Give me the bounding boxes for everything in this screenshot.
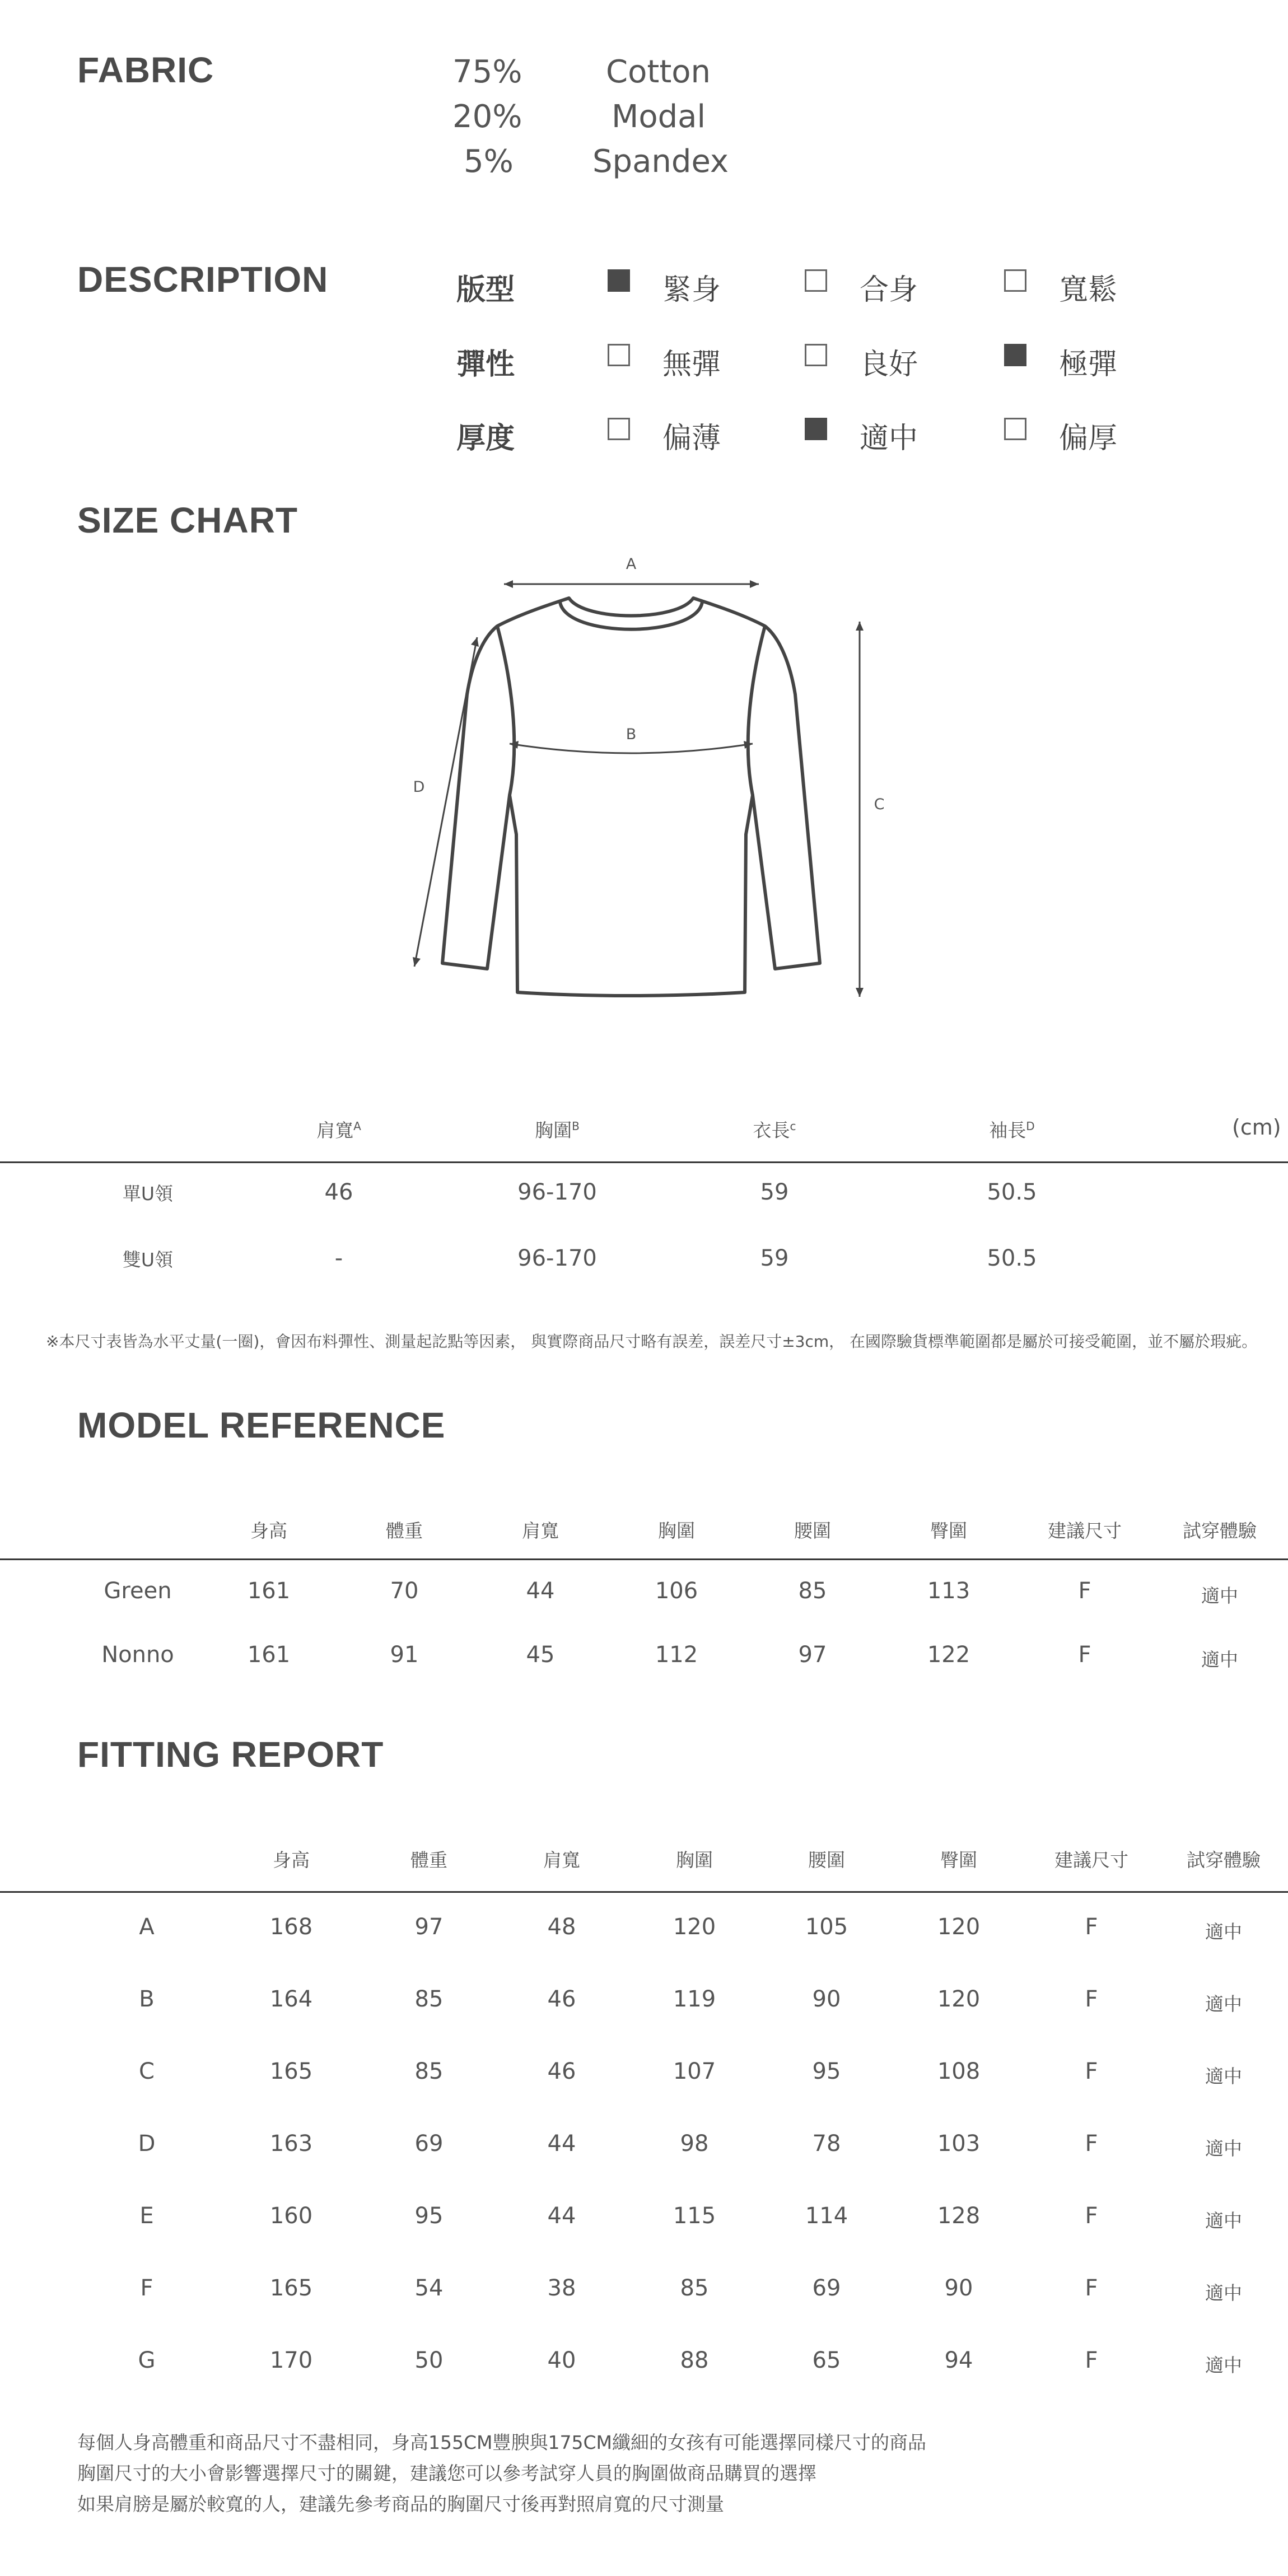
table-cell: 適中 (1205, 2210, 1242, 2232)
shirt-outline (442, 598, 820, 996)
table-cell: 108 (937, 2059, 981, 2084)
label-c: C (874, 796, 885, 813)
size-cell: 50.5 (987, 1179, 1037, 1205)
size-column-header (753, 1116, 796, 1142)
unchecked-box (608, 418, 630, 440)
table-cell: 119 (673, 1986, 716, 2012)
description-heading: DESCRIPTION (77, 259, 329, 300)
table-cell: 38 (547, 2275, 576, 2301)
table-cell: 54 (414, 2275, 444, 2301)
column-header: 建議尺寸 (1054, 1849, 1128, 1871)
table-cell: 120 (937, 1914, 981, 1940)
unchecked-box (1004, 418, 1026, 440)
size-cell: 96-170 (517, 1179, 597, 1205)
table-cell: F (1085, 2059, 1098, 2084)
column-header: 建議尺寸 (1048, 1520, 1122, 1542)
column-header: 腰圍 (794, 1520, 831, 1542)
table-cell: 78 (812, 2131, 841, 2157)
table-cell: 85 (414, 2059, 444, 2084)
fabric-pct-3: 5% (464, 143, 514, 180)
model-reference-heading: MODEL REFERENCE (77, 1405, 446, 1445)
table-rule (0, 1558, 1288, 1560)
unchecked-box (805, 269, 827, 292)
size-column-header (316, 1116, 361, 1142)
size-cell: 96-170 (517, 1245, 597, 1271)
column-header: 胸圍 (676, 1849, 713, 1871)
size-column-header (989, 1116, 1034, 1142)
column-header: 體重 (386, 1520, 423, 1542)
table-cell: F (1085, 1914, 1098, 1940)
description-label: 厚度 (456, 422, 515, 455)
label-a: A (626, 556, 637, 573)
table-cell: 85 (798, 1578, 827, 1604)
table-cell: 44 (547, 2203, 576, 2229)
table-cell: 122 (927, 1642, 970, 1668)
table-cell: 120 (673, 1914, 716, 1940)
column-header: 腰圍 (808, 1849, 845, 1871)
table-cell: 97 (414, 1914, 444, 1940)
label-b: B (626, 726, 637, 743)
table-cell: 160 (269, 2203, 313, 2229)
column-header: 試穿體驗 (1183, 1520, 1257, 1542)
unchecked-box (608, 344, 630, 366)
table-cell: F (1078, 1578, 1091, 1604)
table-cell: 165 (269, 2059, 313, 2084)
fabric-pct-2: 20% (452, 99, 522, 135)
table-cell: F (1085, 1986, 1098, 2012)
table-cell: 適中 (1205, 2354, 1242, 2376)
table-cell: 69 (414, 2131, 444, 2157)
table-cell: 115 (673, 2203, 716, 2229)
table-cell: 45 (526, 1642, 555, 1668)
table-cell: 163 (269, 2131, 313, 2157)
column-header: 體重 (410, 1849, 447, 1871)
description-option: 良好 (860, 348, 918, 381)
table-cell: 69 (812, 2275, 841, 2301)
table-cell: F (1085, 2348, 1098, 2373)
row-name: A (139, 1914, 155, 1940)
table-cell: 適中 (1205, 2138, 1242, 2159)
table-cell: 85 (680, 2275, 709, 2301)
size-column-header (535, 1116, 580, 1142)
description-option: 偏厚 (1059, 422, 1118, 455)
table-cell: 適中 (1205, 2282, 1242, 2304)
row-name: C (139, 2059, 155, 2084)
column-title: 衣長 (753, 1119, 790, 1141)
table-cell: 107 (673, 2059, 716, 2084)
table-cell: 105 (805, 1914, 848, 1940)
unit-label: (cm) (1232, 1115, 1281, 1140)
table-cell: 44 (547, 2131, 576, 2157)
table-cell: 120 (937, 1986, 981, 2012)
shirt-diagram (364, 543, 924, 1008)
table-rule (0, 1891, 1288, 1893)
row-name: G (138, 2348, 156, 2373)
table-cell: 161 (247, 1642, 291, 1668)
table-cell: F (1085, 2203, 1098, 2229)
table-cell: 165 (269, 2275, 313, 2301)
fabric-name-3: Spandex (592, 143, 729, 180)
column-letter: B (572, 1119, 580, 1133)
table-cell: 46 (547, 1986, 576, 2012)
table-cell: 128 (937, 2203, 981, 2229)
column-letter: D (1026, 1119, 1035, 1133)
table-cell: F (1078, 1642, 1091, 1668)
table-cell: 48 (547, 1914, 576, 1940)
table-cell: 適中 (1205, 2065, 1242, 2087)
description-option: 偏薄 (662, 422, 721, 455)
table-cell: 113 (927, 1578, 970, 1604)
description-option: 適中 (860, 422, 918, 455)
table-cell: 170 (269, 2348, 313, 2373)
size-cell: 50.5 (987, 1245, 1037, 1271)
table-cell: 114 (805, 2203, 848, 2229)
table-cell: 適中 (1201, 1649, 1238, 1670)
description-option: 極彈 (1059, 348, 1118, 381)
description-label: 版型 (456, 273, 515, 307)
unchecked-box (1004, 269, 1026, 292)
size-cell: 59 (760, 1179, 789, 1205)
column-header: 肩寬 (522, 1520, 559, 1542)
row-name: E (139, 2203, 154, 2229)
table-cell: 94 (944, 2348, 973, 2373)
table-cell: 40 (547, 2348, 576, 2373)
column-header: 臀圍 (940, 1849, 977, 1871)
description-option: 寬鬆 (1059, 273, 1118, 307)
footnote-line: 每個人身高體重和商品尺寸不盡相同，身高155CM豐腴與175CM纖細的女孩有可能選擇同樣尺寸的商品 (77, 2432, 927, 2453)
row-name: B (139, 1986, 155, 2012)
table-cell: 適中 (1201, 1585, 1238, 1607)
table-cell: 70 (390, 1578, 419, 1604)
table-cell: 95 (812, 2059, 841, 2084)
table-cell: 106 (655, 1578, 698, 1604)
size-note: ※本尺寸表皆為水平丈量(一圈)，會因布料彈性、測量起訖點等因素， 與實際商品尺寸略有誤差，誤差尺寸±3cm， 在國際驗貨標準範圍都是屬於可接受範圍，並不屬於瑕疵。 (46, 1332, 1258, 1351)
fabric-name-1: Cotton (606, 54, 711, 90)
description-option: 合身 (860, 273, 918, 307)
table-cell: 適中 (1205, 1993, 1242, 2015)
row-name: Nonno (101, 1642, 174, 1668)
column-letter: c (790, 1119, 796, 1133)
table-cell: 65 (812, 2348, 841, 2373)
checked-box (805, 418, 827, 440)
size-cell: - (334, 1245, 343, 1271)
size-row-name: 單U領 (122, 1183, 174, 1205)
fabric-name-2: Modal (612, 99, 706, 135)
column-title: 肩寬 (316, 1119, 354, 1141)
table-cell: F (1085, 2275, 1098, 2301)
table-cell: 164 (269, 1986, 313, 2012)
table-cell: 適中 (1205, 1921, 1242, 1943)
footnote-line: 如果肩膀是屬於較寬的人，建議先參考商品的胸圍尺寸後再對照肩寬的尺寸測量 (77, 2493, 724, 2515)
table-cell: 85 (414, 1986, 444, 2012)
table-cell: 98 (680, 2131, 709, 2157)
table-cell: 91 (390, 1642, 419, 1668)
row-name: Green (104, 1578, 172, 1604)
table-cell: 88 (680, 2348, 709, 2373)
fabric-heading: FABRIC (77, 50, 214, 90)
fabric-pct-1: 75% (452, 54, 522, 90)
table-cell: 50 (414, 2348, 444, 2373)
column-header: 臀圍 (930, 1520, 967, 1542)
table-cell: 103 (937, 2131, 981, 2157)
table-cell: 168 (269, 1914, 313, 1940)
table-cell: 46 (547, 2059, 576, 2084)
table-cell: 90 (944, 2275, 973, 2301)
table-cell: 44 (526, 1578, 555, 1604)
footnote-line: 胸圍尺寸的大小會影響選擇尺寸的關鍵，建議您可以參考試穿人員的胸圍做商品購買的選擇 (77, 2462, 816, 2484)
column-header: 身高 (273, 1849, 310, 1871)
row-name: F (140, 2275, 153, 2301)
checked-box (608, 269, 630, 292)
column-header: 試穿體驗 (1187, 1849, 1261, 1871)
description-label: 彈性 (456, 348, 515, 381)
table-cell: 90 (812, 1986, 841, 2012)
table-cell: 97 (798, 1642, 827, 1668)
right-seam (748, 626, 765, 795)
size-chart-heading: SIZE CHART (77, 500, 298, 540)
fitting-report-heading: FITTING REPORT (77, 1734, 384, 1775)
column-title: 袖長 (989, 1119, 1026, 1141)
table-cell: F (1085, 2131, 1098, 2157)
unchecked-box (805, 344, 827, 366)
column-header: 肩寬 (543, 1849, 580, 1871)
checked-box (1004, 344, 1026, 366)
size-cell: 46 (324, 1179, 353, 1205)
column-header: 胸圍 (658, 1520, 695, 1542)
table-cell: 112 (655, 1642, 698, 1668)
label-d: D (413, 778, 425, 796)
description-option: 無彈 (662, 348, 721, 381)
column-letter: A (353, 1119, 361, 1133)
table-cell: 95 (414, 2203, 444, 2229)
description-option: 緊身 (662, 273, 721, 307)
column-title: 胸圍 (535, 1119, 572, 1141)
left-seam (497, 626, 514, 795)
column-header: 身高 (250, 1520, 287, 1542)
size-cell: 59 (760, 1245, 789, 1271)
row-name: D (138, 2131, 156, 2157)
table-rule (0, 1161, 1288, 1163)
table-cell: 161 (247, 1578, 291, 1604)
size-row-name: 雙U領 (122, 1249, 174, 1271)
